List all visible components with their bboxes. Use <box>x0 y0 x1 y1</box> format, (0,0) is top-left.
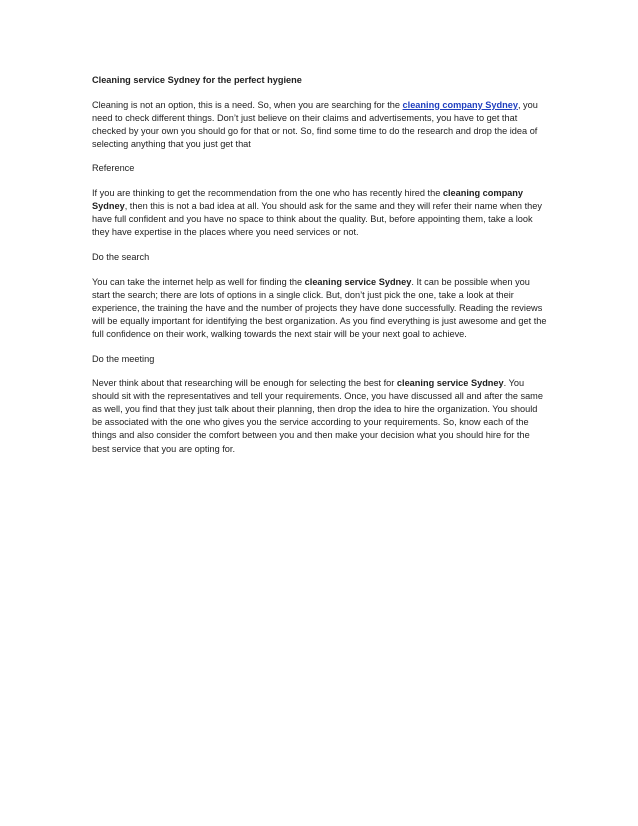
paragraph-text-end: , then this is not a bad idea at all. You should ask for the same and they will refer their name when they have full confident and you have no space to think about the quality. But, before appointing them, take a look they have expertise in the places where you need services or not. <box>92 201 542 238</box>
paragraph-text-start: Never think about that researching will be enough for selecting the best for <box>92 378 397 389</box>
bold-keyword: cleaning service Sydney <box>304 276 412 287</box>
document-title: Cleaning service Sydney for the perfect hygiene <box>92 75 302 85</box>
intro-paragraph <box>92 99 548 151</box>
section-heading-do-the-meeting: Do the meeting <box>92 353 155 364</box>
paragraph-text-start: You can take the internet help as well for finding the <box>92 276 305 287</box>
intro-text-end: , you need to check different things. Don’t just believe on their claims and advertisements, you have to get that checked by your own you should go for that or not. So, find some time to do the research and drop the idea of selecting anything that you just get that <box>92 99 538 149</box>
section-paragraph-do-the-search <box>92 276 548 341</box>
bold-keyword: cleaning service Sydney <box>396 378 504 389</box>
section-paragraph-do-the-meeting <box>92 377 548 456</box>
document-page <box>92 74 548 467</box>
section-heading-do-the-search: Do the search <box>92 251 150 262</box>
paragraph-text-end: . It can be possible when you start the search; there are lots of options in a single click. But, don’t just pick the one, take a look at their experience, the training the have and the number of projects they have done successfully. Reading the reviews will be equally important for identifying the best organization. As you find everything is just awesome and get the full confidence on their work, walking towards the next stair will be your next goal to achieve. <box>92 276 547 339</box>
bold-keyword: cleaning company Sydney <box>92 188 524 212</box>
paragraph-text-start: If you are thinking to get the recommendation from the one who has recently hired the <box>92 188 443 199</box>
paragraph-text-end: . You should sit with the representatives and tell your requirements. Once, you have discussed all and after the same as well, you find that they just talk about their planning, then drop the idea to hire the organization. You should be associated with the one who gives you the service according to your requirements. So, know each of the things and also consider the comfort between you and then make your decision what you should hire for the best service that you are opting for. <box>92 378 543 454</box>
section-paragraph-reference <box>92 187 548 239</box>
intro-text-start: Cleaning is not an option, this is a need. So, when you are searching for the <box>92 99 403 110</box>
cleaning-company-sydney-link[interactable]: cleaning company Sydney <box>402 99 518 110</box>
section-heading-reference: Reference <box>92 163 135 174</box>
